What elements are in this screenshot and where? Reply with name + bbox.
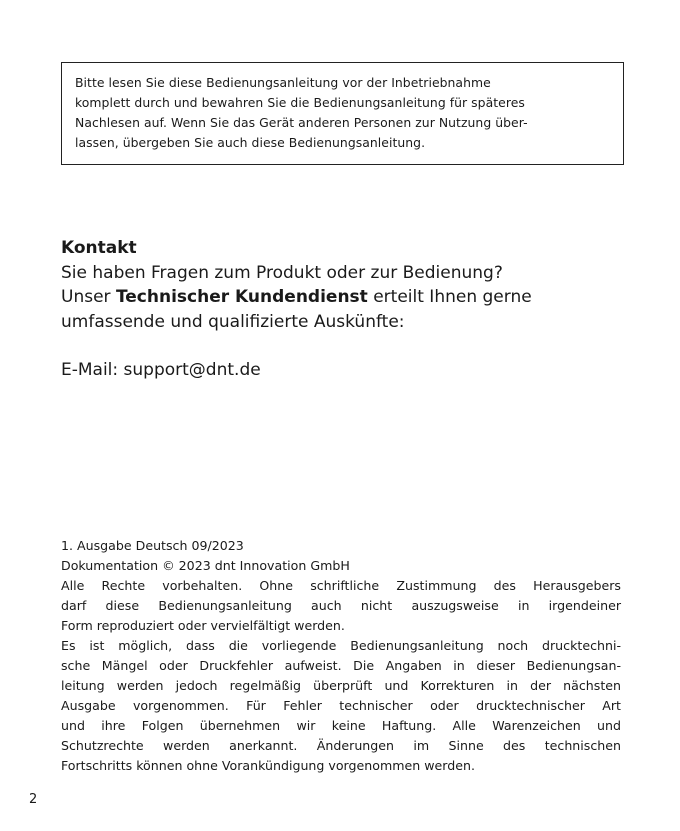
page-number: 2 <box>29 792 38 807</box>
contact-service-pre: Unser <box>61 287 116 307</box>
imprint-section <box>61 536 621 776</box>
contact-service-name: Technischer Kundendienst <box>115 287 368 307</box>
contact-service-line <box>61 285 621 310</box>
imprint-copyright: Dokumentation © 2023 dnt Innovation GmbH <box>61 558 350 573</box>
contact-question: Sie haben Fragen zum Produkt oder zur Bedienung? <box>61 262 503 283</box>
imprint-line: Schutzrechte werden anerkannt. Änderungen im Sinne des technischen <box>61 738 621 753</box>
contact-info-line: umfassende und qualifizierte Auskünfte: <box>61 311 405 332</box>
contact-email: E-Mail: support@dnt.de <box>61 360 261 380</box>
notice-line: Bitte lesen Sie diese Bedienungsanleitung vor der Inbetriebnahme <box>75 75 491 90</box>
imprint-line: Fortschritts können ohne Vorankündigung vorgenommen werden. <box>61 758 475 773</box>
imprint-line: Es ist möglich, dass die vorliegende Bedienungsanleitung noch drucktechni- <box>61 638 621 653</box>
imprint-line: leitung werden jedoch regelmäßig überprüft und Korrekturen in der nächsten <box>61 678 621 693</box>
notice-line: komplett durch und bewahren Sie die Bedienungsanleitung für späteres <box>75 95 525 110</box>
imprint-line: Alle Rechte vorbehalten. Ohne schriftliche Zustimmung des Herausgebers <box>61 578 621 593</box>
notice-box <box>61 62 624 165</box>
imprint-line: und ihre Folgen übernehmen wir keine Haftung. Alle Warenzeichen und <box>61 718 621 733</box>
imprint-line: sche Mängel oder Druckfehler aufweist. Die Angaben in dieser Bedienungsan- <box>61 658 621 673</box>
notice-line: lassen, übergeben Sie auch diese Bedienungsanleitung. <box>75 135 426 150</box>
notice-line: Nachlesen auf. Wenn Sie das Gerät anderen Personen zur Nutzung über- <box>75 115 528 130</box>
imprint-line: Form reproduziert oder vervielfältigt werden. <box>61 618 345 633</box>
contact-service-post: erteilt Ihnen gerne <box>367 287 532 307</box>
contact-section <box>61 236 621 383</box>
imprint-line: darf diese Bedienungsanleitung auch nicht auszugsweise in irgendeiner <box>61 598 621 613</box>
imprint-line: Ausgabe vorgenommen. Für Fehler technischer oder drucktechnischer Art <box>61 698 621 713</box>
imprint-edition: 1. Ausgabe Deutsch 09/2023 <box>61 538 244 553</box>
contact-heading: Kontakt <box>61 238 137 258</box>
